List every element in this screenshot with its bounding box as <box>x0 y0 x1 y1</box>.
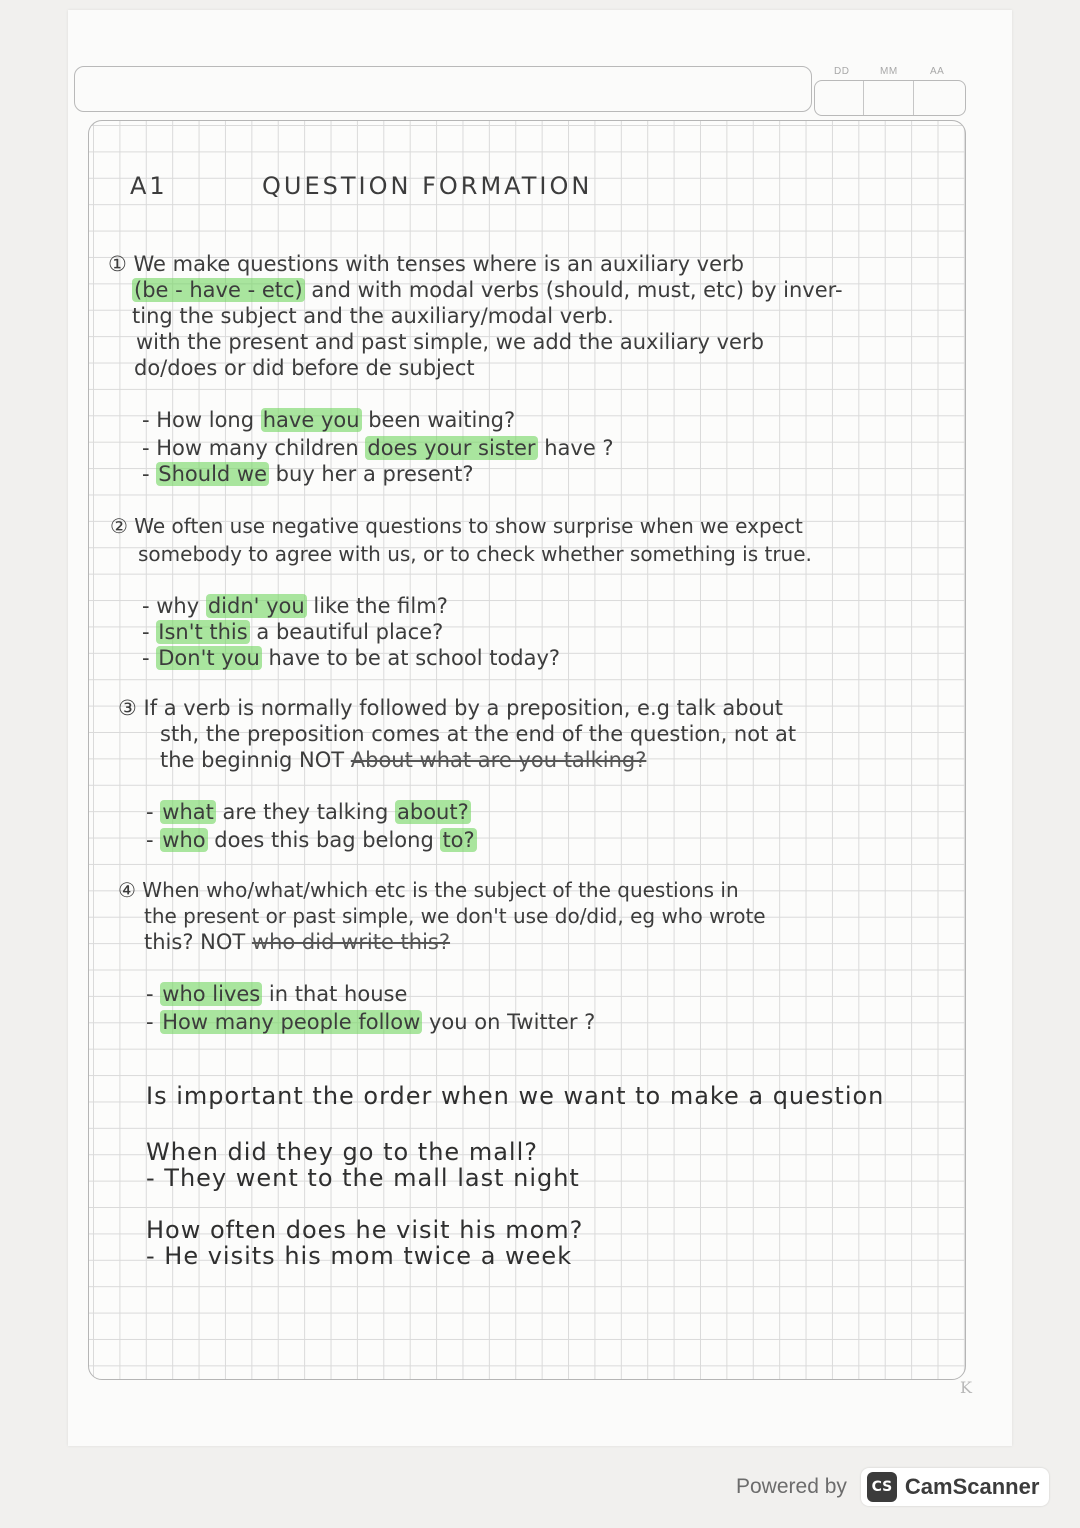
example-text: - <box>146 800 161 824</box>
example-text: - <box>142 646 157 670</box>
example-line <box>142 594 448 618</box>
section1-line-2 <box>132 278 843 302</box>
summary-answer: - He visits his mom twice a week <box>146 1242 573 1270</box>
title-code: A1 <box>130 172 168 200</box>
powered-by-label: Powered by <box>736 1475 847 1498</box>
example-line <box>142 646 560 670</box>
highlight: Isn't this <box>158 620 248 644</box>
highlight: to? <box>442 828 475 852</box>
summary-question: When did they go to the mall? <box>146 1138 538 1166</box>
section4-line: the present or past simple, we don't use do/did, eg who wrote <box>144 904 766 928</box>
section2-line: somebody to agree with us, or to check whether something is true. <box>138 542 812 566</box>
section3-text: the beginnig NOT <box>160 748 345 772</box>
summary-question: How often does he visit his mom? <box>146 1216 584 1244</box>
section3-line-3 <box>160 748 646 772</box>
example-line <box>142 620 443 644</box>
section1-line: with the present and past simple, we add the auxiliary verb <box>136 330 764 354</box>
camscanner-badge <box>861 1468 1050 1506</box>
example-line <box>146 982 407 1006</box>
highlight: Don't you <box>158 646 260 670</box>
struck-example: who did write this? <box>251 930 451 954</box>
highlight: who <box>162 828 206 852</box>
highlight: about? <box>397 800 469 824</box>
section4-line-3 <box>144 930 450 954</box>
example-text: have ? <box>537 436 614 460</box>
example-line <box>142 462 473 486</box>
highlight: didn' you <box>207 594 305 618</box>
struck-example: About what are you talking? <box>350 748 647 772</box>
example-text: a beautiful place? <box>249 620 444 644</box>
camscanner-logo-icon: CS <box>867 1472 897 1502</box>
app-name: CamScanner <box>904 1474 1040 1499</box>
page-title: QUESTION FORMATION <box>262 172 593 200</box>
example-text: buy her a present? <box>269 462 474 486</box>
section1-line: ting the subject and the auxiliary/modal verb. <box>132 304 614 328</box>
section1-text: and with modal verbs (should, must, etc) by inver- <box>311 278 843 302</box>
date-label-day: DD <box>834 66 850 77</box>
highlight: have you <box>262 408 360 432</box>
section3-line: sth, the preposition comes at the end of the question, not at <box>160 722 797 746</box>
example-text: like the film? <box>306 594 448 618</box>
example-line <box>142 408 515 432</box>
summary-statement: Is important the order when we want to make a question <box>146 1082 885 1110</box>
camscanner-watermark <box>736 1468 1049 1506</box>
example-line <box>146 1010 595 1034</box>
example-text: - <box>142 620 157 644</box>
example-text: - <box>146 982 161 1006</box>
example-text: - why <box>142 594 206 618</box>
example-line <box>142 436 614 460</box>
example-text: been waiting? <box>361 408 516 432</box>
highlight: who lives <box>162 982 261 1006</box>
example-text: - How many children <box>142 436 366 460</box>
example-text: - <box>142 462 157 486</box>
date-label-year: AA <box>930 66 945 77</box>
example-text: - How long <box>142 408 261 432</box>
highlight: How many people follow <box>162 1010 421 1034</box>
section1-line: do/does or did before de subject <box>134 356 475 380</box>
section2-line: ② We often use negative questions to show surprise when we expect <box>110 514 803 538</box>
example-line <box>146 800 471 824</box>
summary-answer: - They went to the mall last night <box>146 1164 580 1192</box>
example-text: - <box>146 828 161 852</box>
example-text: does this bag belong <box>207 828 441 852</box>
highlight: Should we <box>158 462 267 486</box>
highlight: does your sister <box>367 436 536 460</box>
section3-line: ③ If a verb is normally followed by a preposition, e.g talk about <box>118 696 784 720</box>
example-line <box>146 828 477 852</box>
highlight: (be - have - etc) <box>134 278 303 302</box>
section1-line: ① We make questions with tenses where is an auxiliary verb <box>108 252 744 276</box>
example-text: you on Twitter ? <box>422 1010 596 1034</box>
example-text: are they talking <box>215 800 395 824</box>
example-text: in that house <box>262 982 408 1006</box>
section4-text: this? NOT <box>144 930 246 954</box>
example-text: have to be at school today? <box>261 646 561 670</box>
date-label-month: MM <box>880 66 898 77</box>
corner-mark: K <box>960 1378 972 1397</box>
highlight: what <box>162 800 214 824</box>
section4-line: ④ When who/what/which etc is the subject of the questions in <box>118 878 739 902</box>
example-text: - <box>146 1010 161 1034</box>
